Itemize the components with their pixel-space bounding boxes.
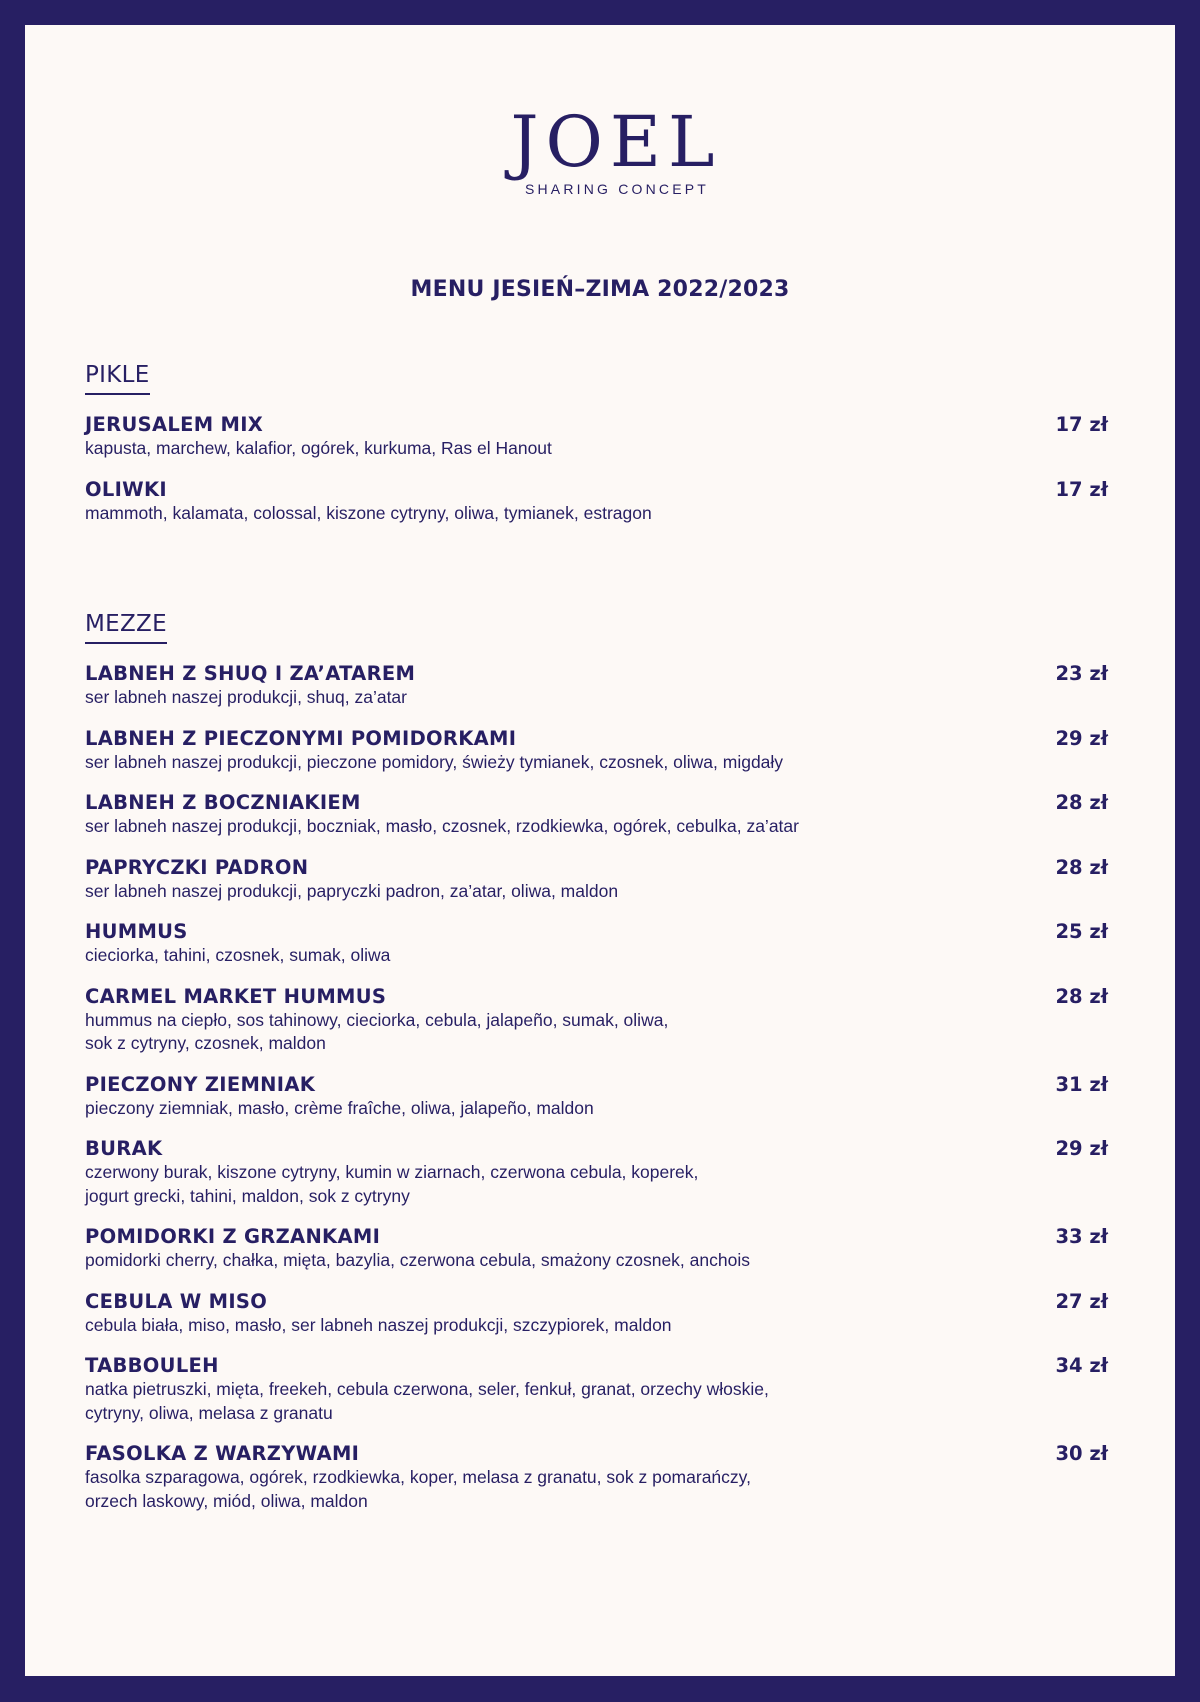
item-name: CARMEL MARKET HUMMUS — [85, 984, 387, 1008]
item-description: ser labneh naszej produkcji, pieczone pomidory, świeży tymianek, czosnek, oliwa, migdały — [85, 751, 784, 772]
menu-item — [85, 985, 1108, 1056]
menu-item — [85, 1442, 1108, 1513]
item-price: 17 zł — [1055, 413, 1108, 436]
section-mezze — [85, 611, 1108, 1513]
item-description: kapusta, marchew, kalafior, ogórek, kurkuma, Ras el Hanout — [85, 438, 552, 458]
item-price: 23 zł — [1055, 662, 1108, 685]
item-description: fasolka szparagowa, ogórek, rzodkiewka, koper, melasa z granatu, sok z pomarańczy, orzech laskowy, miód, oliwa, maldon — [85, 1467, 751, 1511]
item-price: 28 zł — [1055, 984, 1108, 1008]
item-name: LABNEH Z SHUQ I ZA’ATAREM — [85, 662, 416, 685]
brand-tagline: SHARING CONCEPT — [524, 181, 710, 197]
item-name: PAPRYCZKI PADRON — [85, 855, 309, 879]
item-description: pieczony ziemniak, masło, crème fraîche, oliwa, jalapeño, maldon — [85, 1097, 594, 1118]
item-price: 33 zł — [1055, 1225, 1108, 1248]
item-price: 27 zł — [1055, 1289, 1108, 1313]
item-description: ser labneh naszej produkcji, papryczki padron, za’atar, oliwa, maldon — [85, 880, 619, 901]
menu-item — [85, 478, 1108, 526]
item-name: CEBULA W MISO — [85, 1289, 268, 1313]
menu-page — [25, 25, 1175, 1676]
item-description: natka pietruszki, mięta, freekeh, cebula czerwona, seler, fenkuł, granat, orzechy włoskie, cytryny, oliwa, melasa z granatu — [85, 1379, 769, 1423]
item-price: 34 zł — [1055, 1354, 1108, 1377]
item-price: 30 zł — [1055, 1442, 1108, 1465]
item-name: LABNEH Z BOCZNIAKIEM — [85, 791, 361, 814]
section-pikle — [85, 362, 1108, 525]
item-description: czerwony burak, kiszone cytryny, kumin w ziarnach, czerwona cebula, koperek, jogurt grecki, tahini, maldon, sok z cytryny — [85, 1162, 699, 1206]
menu-item — [85, 727, 1108, 775]
item-price: 31 zł — [1055, 1072, 1108, 1096]
item-price: 25 zł — [1055, 920, 1108, 943]
item-price: 17 zł — [1055, 477, 1108, 501]
item-description: ser labneh naszej produkcji, boczniak, masło, czosnek, rzodkiewka, ogórek, cebulka, za’atar — [85, 816, 799, 836]
item-description: mammoth, kalamata, colossal, kiszone cytryny, oliwa, tymianek, estragon — [85, 502, 652, 523]
item-name: HUMMUS — [85, 920, 188, 943]
item-description: cieciorka, tahini, czosnek, sumak, oliwa — [85, 945, 391, 965]
section-heading: PIKLE — [85, 362, 150, 395]
menu-item — [85, 1290, 1108, 1338]
item-price: 28 zł — [1055, 791, 1108, 814]
menu-item — [85, 413, 1108, 461]
item-name: LABNEH Z PIECZONYMI POMIDORKAMI — [85, 726, 517, 750]
menu-item — [85, 920, 1108, 968]
item-description: pomidorki cherry, chałka, mięta, bazylia, czerwona cebula, smażony czosnek, anchois — [85, 1250, 750, 1270]
menu-item — [85, 791, 1108, 839]
menu-item — [85, 1225, 1108, 1273]
item-description: ser labneh naszej produkcji, shuq, za’atar — [85, 687, 407, 707]
item-name: TABBOULEH — [85, 1354, 219, 1377]
menu-title: MENU JESIEŃ–ZIMA 2022/2023 — [410, 277, 790, 302]
item-name: JERUSALEM MIX — [85, 413, 264, 436]
menu-item — [85, 856, 1108, 904]
item-name: FASOLKA Z WARZYWAMI — [85, 1442, 360, 1465]
menu-item — [85, 1137, 1108, 1208]
brand-logo — [25, 101, 1175, 197]
item-description: hummus na ciepło, sos tahinowy, cieciorka, cebula, jalapeño, sumak, oliwa, sok z cytryny, czosnek, maldon — [85, 1009, 669, 1053]
item-price: 29 zł — [1055, 1137, 1108, 1160]
item-name: PIECZONY ZIEMNIAK — [85, 1072, 316, 1096]
item-price: 28 zł — [1055, 855, 1108, 879]
item-name: BURAK — [85, 1137, 163, 1160]
section-heading: MEZZE — [85, 611, 167, 644]
menu-item — [85, 1354, 1108, 1425]
item-name: POMIDORKI Z GRZANKAMI — [85, 1225, 381, 1248]
item-name: OLIWKI — [85, 477, 167, 501]
item-price: 29 zł — [1055, 726, 1108, 750]
item-description: cebula biała, miso, masło, ser labneh naszej produkcji, szczypiorek, maldon — [85, 1314, 672, 1335]
brand-name: JOEL — [510, 101, 722, 183]
menu-item — [85, 662, 1108, 710]
menu-item — [85, 1073, 1108, 1121]
